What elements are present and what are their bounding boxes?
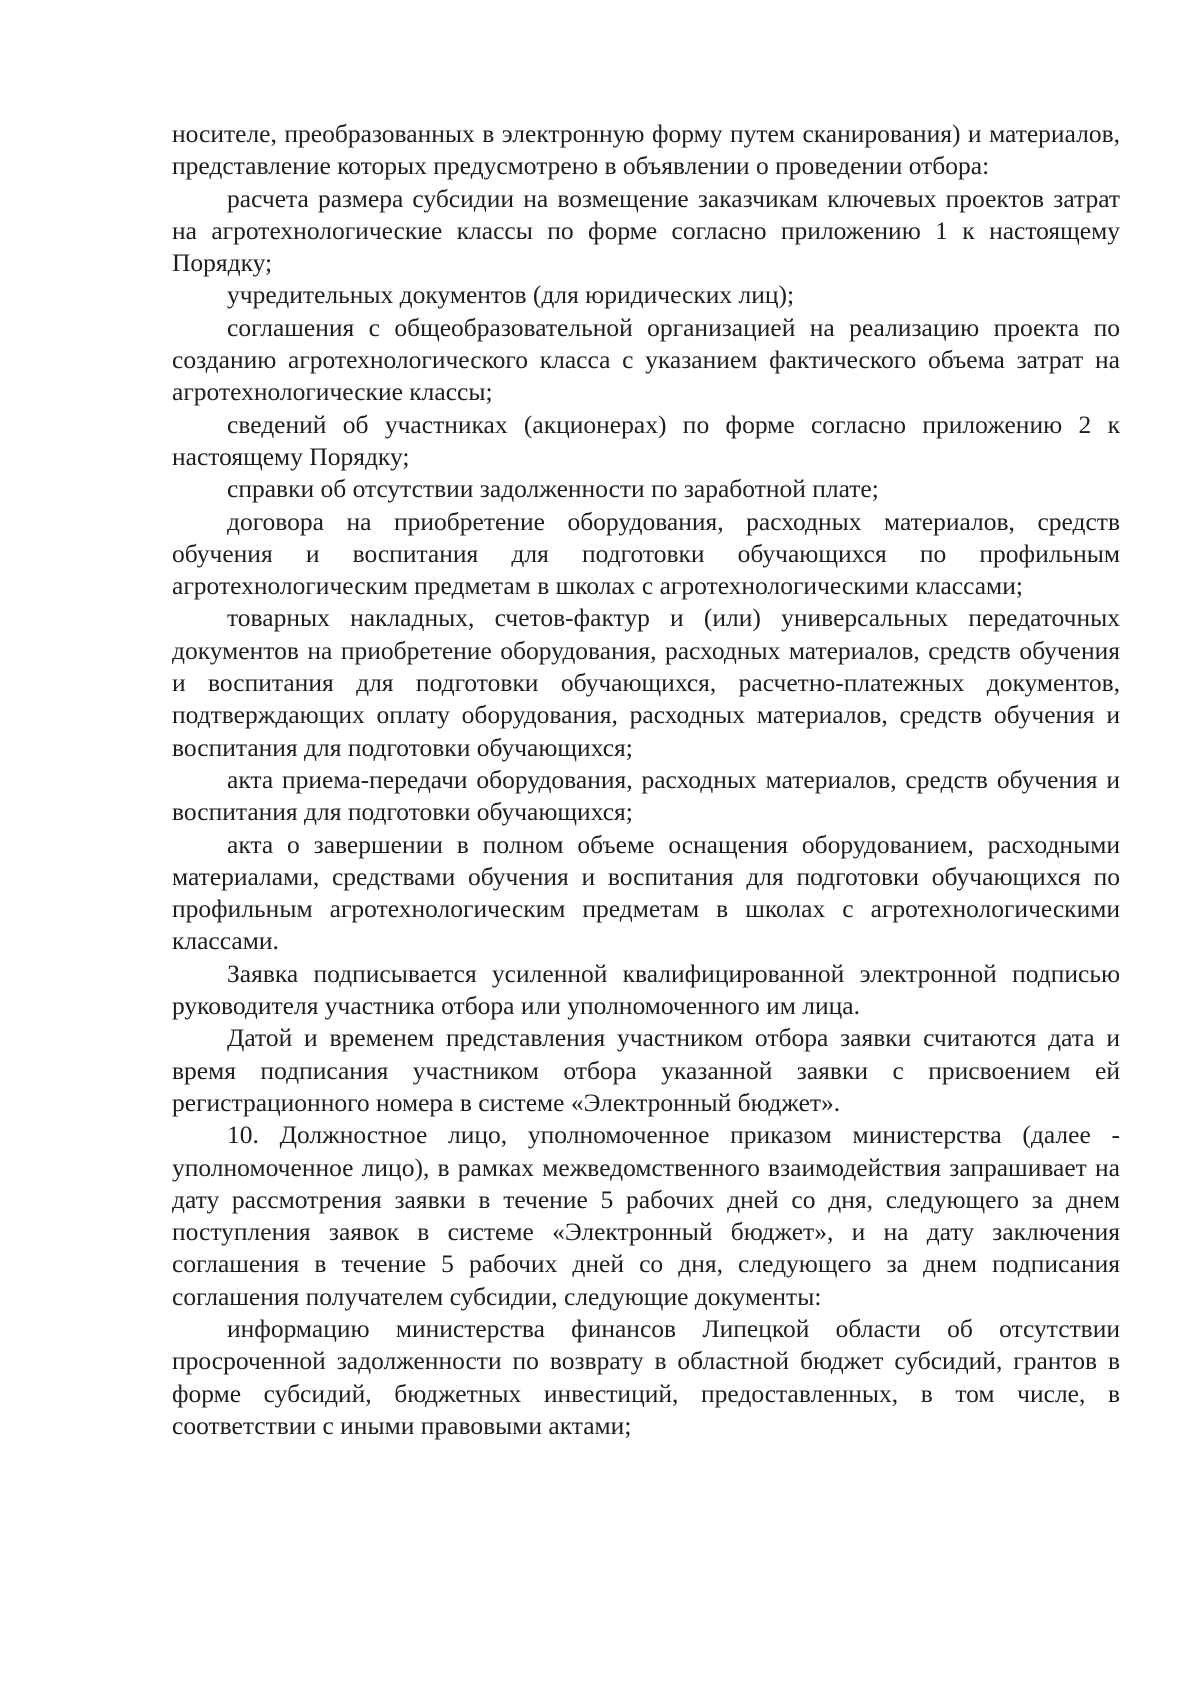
paragraph-subsidy-calculation: расчета размера субсидии на возмещение заказчикам ключевых проектов затрат на агротехнологические классы по форме согласно приложению 1 к настоящему Порядку; xyxy=(172,183,1120,278)
paragraph-equipment-contract: договора на приобретение оборудования, расходных материалов, средств обучения и воспитания для подготовки обучающихся по профильным агротехнологическим предметам в школах с агротехнологическими классами; xyxy=(172,506,1120,601)
paragraph-signature: Заявка подписывается усиленной квалифицированной электронной подписью руководителя участника отбора или уполномоченного им лица. xyxy=(172,958,1120,1021)
paragraph-agreement-school: соглашения с общеобразовательной организацией на реализацию проекта по созданию агротехнологического класса с указанием фактического объема затрат на агротехнологические классы; xyxy=(172,312,1120,407)
paragraph-no-wage-debt: справки об отсутствии задолженности по заработной плате; xyxy=(227,474,879,504)
paragraph-submission-date: Датой и временем представления участником отбора заявки считаются дата и время подписания участником отбора указанной заявки с присвоением ей регистрационного номера в системе «Электронный бюджет». xyxy=(172,1023,1120,1117)
paragraph-participants-info: сведений об участниках (акционерах) по форме согласно приложению 2 к настоящему Порядку; xyxy=(172,409,1120,471)
paragraph-finance-ministry-info: информацию министерства финансов Липецкой области об отсутствии просроченной задолженности по возврату в областной бюджет субсидий, грантов в форме субсидий, бюджетных инвестиций, предоставленных, в том числе, в соответствии с иными правовыми актами; xyxy=(172,1313,1120,1440)
paragraph-completion-act: акта о завершении в полном объеме оснащения оборудованием, расходными материалами, средствами обучения и воспитания для подготовки обучающихся по профильным агротехнологическим предметам в школах с агротехнологическими классами. xyxy=(172,829,1120,956)
document-body xyxy=(172,118,1120,1442)
paragraph-acceptance-act: акта приема-передачи оборудования, расходных материалов, средств обучения и воспитания для подготовки обучающихся; xyxy=(172,764,1120,827)
paragraph-section-10: 10. Должностное лицо, уполномоченное приказом министерства (далее - уполномоченное лицо), в рамках межведомственного взаимодействия запрашивает на дату рассмотрения заявки в течение 5 рабочих дней со дня, следующего за днем поступления заявок в системе «Электронный бюджет», и на дату заключения соглашения в течение 5 рабочих дней со дня, следующего за днем подписания соглашения получателем субсидии, следующие документы: xyxy=(172,1120,1120,1311)
paragraph-founding-documents: учредительных документов (для юридических лиц); xyxy=(227,280,795,310)
paragraph-continuation: носителе, преобразованных в электронную форму путем сканирования) и материалов, представление которых предусмотрено в объявлении о проведении отбора: xyxy=(172,119,1120,181)
paragraph-invoices: товарных накладных, счетов-фактур и (или) универсальных передаточных документов на приобретение оборудования, расходных материалов, средств обучения и воспитания для подготовки обучающихся, расчетно-платежных документов, подтверждающих оплату оборудования, расходных материалов, средств обучения и воспитания для подготовки обучающихся; xyxy=(172,603,1120,762)
